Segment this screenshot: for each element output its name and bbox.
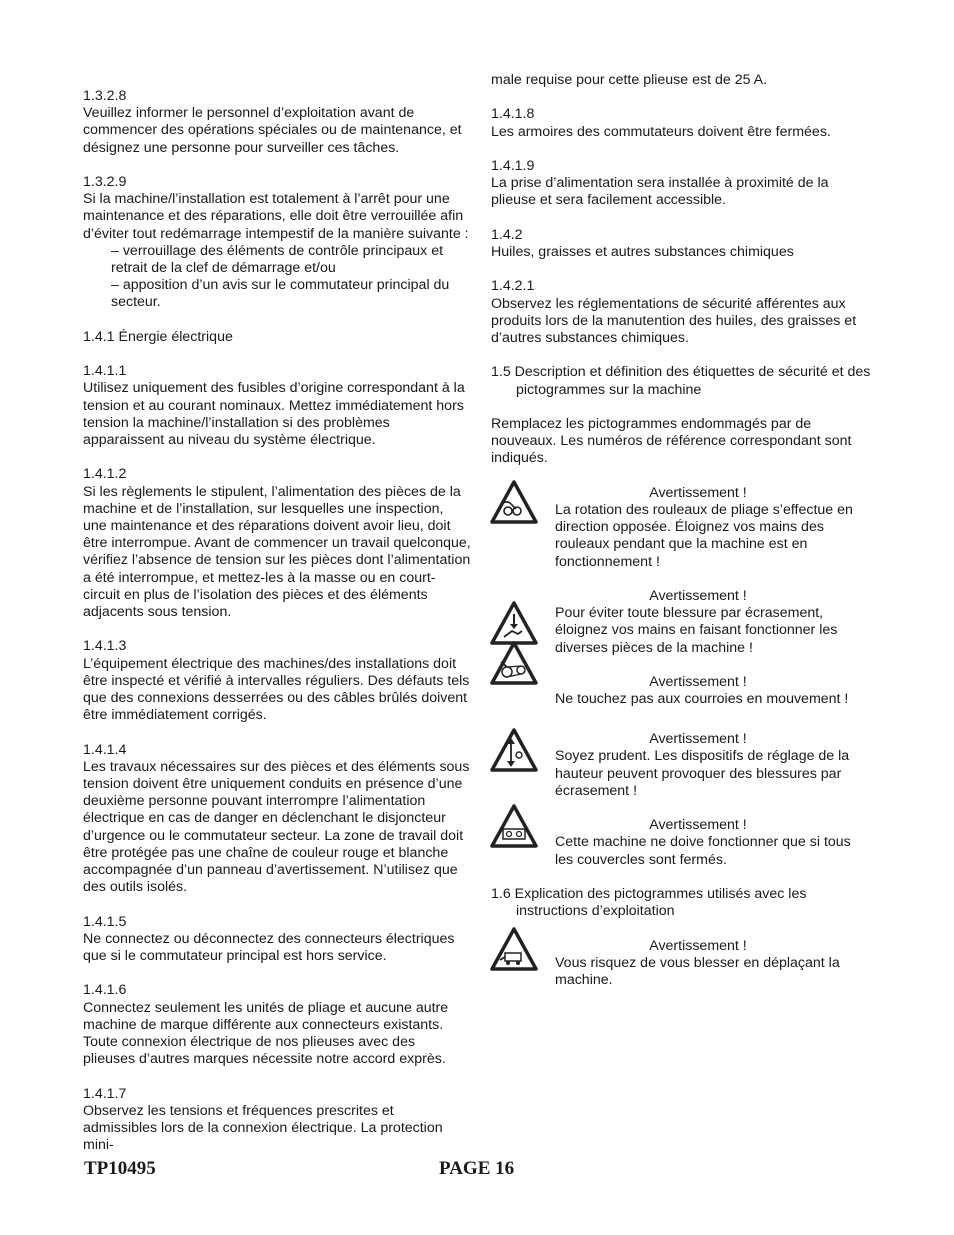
section-number: 1.4.1.1 — [83, 363, 127, 380]
section-number: 1.4.1.5 — [83, 913, 127, 930]
section-number: 1.4.2 — [491, 226, 523, 243]
section-1-4-1-5 — [83, 914, 471, 966]
warning-block-height — [491, 731, 871, 800]
section-number: 1.4.1.4 — [83, 741, 127, 758]
section-text: Si la machine/l’installation est totalement à l’arrêt pour une maintenance et des réparations, elle doit être verrouillée afin d’éviter tout redémarrage intempestif de la manière suivante : — [83, 191, 469, 242]
right-column — [491, 72, 871, 1006]
section-1-4-1-9 — [491, 158, 871, 210]
section-1-4-1-3 — [83, 638, 471, 724]
warning-text: Vous risquez de vous blesser en déplaçant la machine. — [555, 954, 840, 988]
warning-title: Avertissement ! — [649, 731, 747, 748]
covers-warning-icon — [489, 803, 539, 849]
section-number: 1.4.1.3 — [83, 638, 127, 655]
section-1-3-2-8 — [83, 88, 471, 157]
section-text: La prise d’alimentation sera installée à proximité de la plieuse et sera facilement accessible. — [491, 175, 829, 209]
footer-doc-id: TP10495 — [84, 1158, 156, 1179]
warning-title: Avertissement ! — [649, 673, 747, 690]
rollers-hand-warning-icon — [489, 479, 539, 525]
warning-text: Cette machine ne doive fonctionner que si tous les couvercles sont fermés. — [555, 834, 851, 868]
list-item: – apposition d’un avis sur le commutateur principal du secteur. — [111, 277, 450, 311]
section-text: Connectez seulement les unités de pliage et aucune autre machine de marque différente aux connecteurs existants. Toute connexion électrique de nos plieuses avec des plieuses d’autres marques nécessite notre accord exprès. — [83, 999, 449, 1068]
section-1-5-text — [491, 416, 871, 468]
warning-text: Soyez prudent. Les dispositifs de réglage de la hauteur peuvent provoquer des blessures par écrasement ! — [555, 748, 850, 799]
warning-text: La rotation des rouleaux de pliage s’effectue en direction opposée. Éloignez vos mains des rouleaux pendant que la machine est en fonctionnement ! — [555, 501, 853, 570]
warning-title: Avertissement ! — [649, 817, 747, 834]
section-text: Ne connectez ou déconnectez des connecteurs électriques que si le commutateur principal est hors service. — [83, 930, 455, 965]
section-heading: 1.4.1 Énergie électrique — [83, 328, 233, 345]
section-1-4-1-7-continued — [491, 72, 871, 89]
section-text: Veuillez informer le personnel d’exploitation avant de commencer des opérations spéciales ou de maintenance, et désignez une personne pour surveiller ces tâches. — [83, 105, 462, 156]
warning-block-rollers — [491, 485, 871, 571]
section-text: Observez les tensions et fréquences prescrites et admissibles lors de la connexion électrique. La protection mini- — [83, 1102, 443, 1154]
section-1-6-heading — [491, 886, 871, 920]
section-1-4-2-1 — [491, 278, 871, 347]
left-column — [83, 88, 471, 1172]
section-1-3-2-9 — [83, 174, 471, 312]
section-number: 1.4.1.2 — [83, 466, 127, 483]
section-text: Les armoires des commutateurs doivent être fermées. — [491, 123, 831, 140]
section-1-4-2 — [491, 227, 871, 261]
warning-block-covers — [491, 817, 871, 869]
section-number: 1.4.1.9 — [491, 157, 535, 174]
warning-title: Avertissement ! — [649, 937, 747, 954]
section-1-4-1-7 — [83, 1086, 471, 1155]
list-item: – verrouillage des éléments de contrôle principaux et retrait de la clef de démarrage et/ou — [111, 242, 444, 277]
footer-page-number: PAGE 16 — [439, 1158, 515, 1179]
section-1-4-1-2 — [83, 466, 471, 621]
height-adjust-warning-icon — [489, 727, 539, 773]
warning-block-moving — [491, 938, 871, 990]
section-text: Remplacez les pictogrammes endommagés par de nouveaux. Les numéros de référence correspondant sont indiqués. — [491, 415, 852, 467]
section-text: L’équipement électrique des machines/des installations doit être inspecté et vérifié à intervalles réguliers. Des défauts tels que des connexions desserrées ou des câbles brûlés doivent être immédiatement corrigés. — [83, 655, 470, 724]
section-text: male requise pour cette plieuse est de 25 A. — [491, 72, 768, 88]
section-1-4-1-6 — [83, 982, 471, 1068]
section-1-4-1-1 — [83, 363, 471, 449]
section-number: 1.3.2.9 — [83, 174, 127, 190]
warning-text: Pour éviter toute blessure par écrasement, éloignez vos mains en faisant fonctionner les diverses pièces de la machine ! — [555, 605, 838, 656]
section-heading: 1.5 Description et définition des étiquettes de sécurité et des pictogrammes sur la machine — [491, 364, 871, 398]
section-text: Si les règlements le stipulent, l’alimentation des pièces de la machine et de l’installation, sur lesquelles une inspection, une maintenance et des réparations doivent avoir lieu, doit être interrompue. Avant de commencer un travail quelconque, vérifiez l’absence de tension sur les pièces dont l’alimentation a été interrompue, et mettez-les à la masse ou en court-circuit en plus de l’isolation des pièces et des éléments adjacents sous tension. — [83, 483, 471, 621]
section-1-4-1-8 — [491, 106, 871, 140]
section-text: Les travaux nécessaires sur des pièces et des éléments sous tension doivent être uniquement conduits en présence d’une deuxième personne pouvant interrompre l’alimentation électrique en cas de danger en déclenchant le disjoncteur d’urgence ou le commutateur secteur. La zone de travail doit être protégée pas une chaîne de couleur rouge et blanche accompagnée d’un panneau d’avertissement. N’utilisez que des outils isolés. — [83, 758, 470, 896]
belt-warning-icon — [489, 640, 539, 686]
section-1-4-1-4 — [83, 742, 471, 897]
section-1-4-1-heading — [83, 329, 471, 346]
section-text: Observez les réglementations de sécurité afférentes aux produits lors de la manutention des huiles, des graisses et d’autres substances chimiques. — [491, 295, 857, 346]
warning-title: Avertissement ! — [649, 587, 747, 604]
section-1-5-heading — [491, 364, 871, 398]
section-number: 1.4.1.6 — [83, 982, 127, 999]
warning-block-belts — [491, 674, 871, 714]
section-number: 1.4.2.1 — [491, 278, 535, 295]
section-number: 1.4.1.8 — [491, 106, 535, 123]
warning-text: Ne touchez pas aux courroies en mouvement ! — [555, 691, 849, 708]
moving-machine-warning-icon — [489, 926, 539, 972]
section-number: 1.3.2.8 — [83, 88, 127, 104]
section-text: Huiles, graisses et autres substances chimiques — [491, 243, 794, 260]
section-number: 1.4.1.7 — [83, 1085, 127, 1102]
warning-block-crush — [491, 588, 871, 657]
warning-title: Avertissement ! — [649, 484, 747, 501]
section-text: Utilisez uniquement des fusibles d’origine correspondant à la tension et au courant nominaux. Mettez immédiatement hors tension la machine/l’installation si des problèmes apparaissent au niveau du système électrique. — [83, 380, 465, 449]
section-heading: 1.6 Explication des pictogrammes utilisés avec les instructions d’exploitation — [491, 885, 807, 920]
